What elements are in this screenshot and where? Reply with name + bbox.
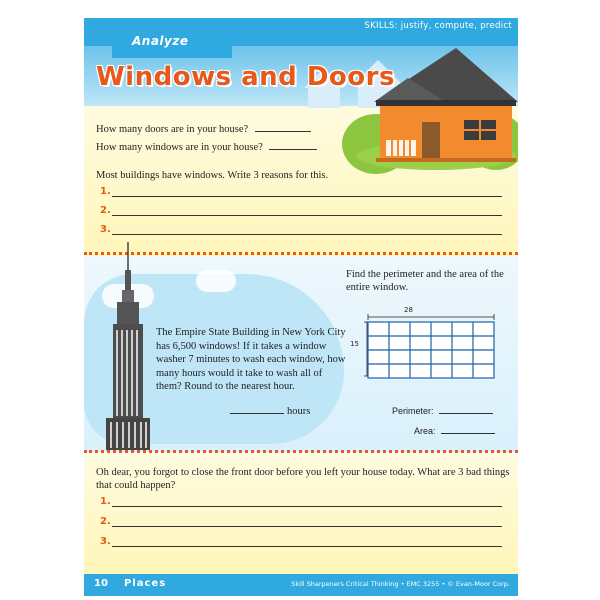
grid-width-label: 28 [404, 306, 413, 314]
perimeter-answer-line[interactable] [439, 404, 493, 414]
reason-line-2[interactable] [112, 215, 502, 216]
doors-question-text: How many doors are in your house? [96, 124, 249, 135]
skills-label: SKILLS: justify, compute, predict [364, 21, 512, 31]
windows-question [96, 140, 317, 153]
empire-state-story: The Empire State Building in New York City has 6,500 windows! If it takes a window washer 7 minutes to wash each window, how many hours would it take to wash all of them? Round to the nearest hour. [156, 327, 346, 392]
bad-thing-number-1: 1. [100, 496, 111, 507]
reason-number-1: 1. [100, 186, 111, 197]
perimeter-label: Perimeter: [392, 406, 434, 416]
page-number: 10 [94, 578, 108, 589]
page-title: Windows and Doors [96, 62, 395, 92]
footer-bar [84, 574, 518, 596]
copyright-credit: Skill Sharpeners Critical Thinking • EMC 3255 • © Evan-Moor Corp. [291, 580, 510, 588]
reason-number-2: 2. [100, 205, 111, 216]
perimeter-prompt: Find the perimeter and the area of the entire window. [346, 269, 504, 293]
house-illustration [336, 44, 518, 174]
worksheet-page [84, 18, 518, 596]
analyze-label: Analyze [132, 34, 189, 48]
reason-line-1[interactable] [112, 196, 502, 197]
hours-answer-line[interactable] [230, 404, 284, 414]
empire-state-building-illustration [100, 242, 156, 450]
cloud-shape-2 [196, 270, 236, 292]
bad-thing-line-3[interactable] [112, 546, 502, 547]
grid-height-label: 15 [350, 340, 359, 348]
hours-label: hours [287, 406, 311, 417]
hours-answer [230, 404, 310, 417]
doors-question [96, 122, 311, 135]
perimeter-field [392, 404, 493, 416]
section-name: Places [124, 578, 167, 589]
reason-line-3[interactable] [112, 234, 502, 235]
window-grid [362, 314, 498, 386]
section-divider-2 [84, 450, 518, 453]
area-label: Area: [414, 426, 436, 436]
bad-thing-line-1[interactable] [112, 506, 502, 507]
front-door-prompt: Oh dear, you forgot to close the front door before you left your house today. What are 3 bad things that could happen? [96, 467, 510, 491]
area-field [414, 424, 495, 436]
bad-thing-line-2[interactable] [112, 526, 502, 527]
bad-thing-number-2: 2. [100, 516, 111, 527]
bad-thing-number-3: 3. [100, 536, 111, 547]
doors-answer-line[interactable] [255, 122, 311, 132]
windows-question-text: How many windows are in your house? [96, 142, 263, 153]
reasons-prompt: Most buildings have windows. Write 3 reasons for this. [96, 170, 329, 181]
reason-number-3: 3. [100, 224, 111, 235]
windows-answer-line[interactable] [269, 140, 317, 150]
area-answer-line[interactable] [441, 424, 495, 434]
